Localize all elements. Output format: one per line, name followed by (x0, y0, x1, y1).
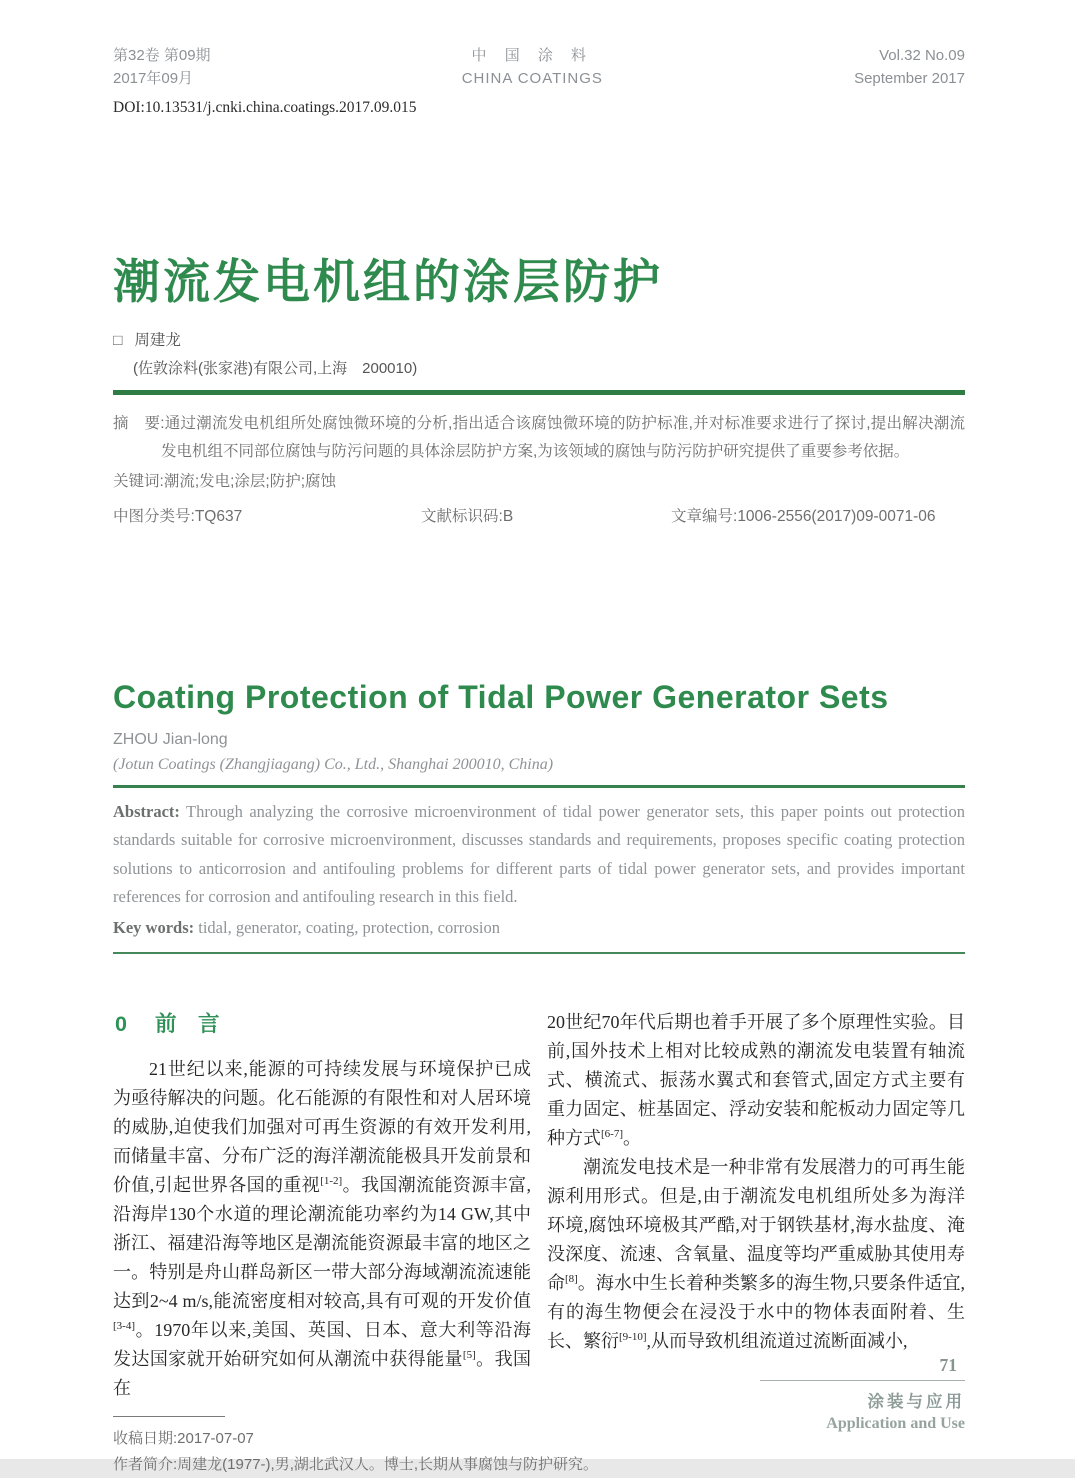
abstract-label-en: Abstract: (113, 801, 180, 821)
separator-bar-green (113, 390, 965, 395)
body-paragraph: 20世纪70年代后期也着手开展了多个原理性实验。目前,国外技术上相对比较成熟的潮流发电装置有轴流式、横流式、振荡水翼式和套管式,固定方式主要有重力固定、桩基固定、浮动安装和舵板动力固定等几种方式[6-7]。 (547, 1012, 965, 1148)
page-footer (760, 1355, 965, 1433)
separator-line-green-bottom (113, 952, 965, 954)
author-name-en: ZHOU Jian-long (113, 730, 228, 748)
page-number: 71 (939, 1355, 957, 1375)
body-paragraph: 21世纪以来,能源的可持续发展与环境保护已成为亟待解决的问题。化石能源的有限性和对人居环境的威胁,迫使我们加强对可再生资源的有效开发利用,而储量丰富、分布广泛的海洋潮流能极具开发前景和价值,引起世界各国的重视[1-2]。我国潮流能资源丰富,沿海岸130个水道的理论潮流能功率约为14 GW,其中浙江、福建沿海等地区是潮流能资源最丰富的地区之一。特别是舟山群岛新区一带大部分海域潮流流速能达到2~4 m/s,能流密度相对较高,具有可观的开发价值[3-4]。1970年以来,美国、英国、日本、意大利等沿海发达国家就开始研究如何从潮流中获得能量[5]。我国在 (113, 1059, 532, 1398)
abstract-text-cn: 通过潮流发电机组所处腐蚀微环境的分析,指出适合该腐蚀微环境的防护标准,并对标准要求进行了探讨,提出解决潮流发电机组不同部位腐蚀与防污问题的具体涂层防护方案,为该领域的腐蚀与防污防护研究提供了重要参考依据。 (161, 415, 965, 460)
body-columns (113, 1008, 965, 1403)
article-title-en: Coating Protection of Tidal Power Generator Sets (113, 678, 889, 715)
keywords-en: tidal, generator, coating, protection, corrosion (194, 917, 500, 937)
volume-issue-cn: 第32卷 第09期 (113, 47, 211, 64)
abstract-en-block (113, 798, 965, 943)
footer-column-name-en: Application and Use (826, 1415, 965, 1432)
clc-number: 中图分类号:TQ637 (113, 507, 243, 525)
author-row (113, 328, 965, 350)
classification-row (113, 503, 965, 529)
separator-line-green-top (113, 785, 965, 788)
right-column (547, 1008, 965, 1403)
keywords-en-row (113, 914, 965, 943)
abstract-cn-block (113, 410, 965, 529)
keywords-cn: 潮流;发电;涂层;防护;腐蚀 (163, 473, 337, 490)
abstract-cn (113, 410, 965, 465)
section-number: 0 (115, 1012, 127, 1036)
author-name-cn: 周建龙 (134, 332, 181, 349)
document-code: 文献标识码:B (421, 507, 514, 525)
article-id: 文章编号:1006-2556(2017)09-0071-06 (671, 507, 936, 525)
keywords-label-cn: 关键词: (113, 473, 164, 490)
abstract-text-en: Through analyzing the corrosive microenvironment of tidal power generator sets, this paper points out protection standards suitable for corrosive microenvironment, discusses standards and requirements, proposes specific coating protection solutions to anticorrosion and antifouling problems for different parts of tidal power generator sets, and provides important references for corrosion and antifouling research in this field. (113, 801, 965, 906)
left-column (113, 1008, 531, 1403)
journal-header-left (113, 44, 211, 90)
date-en: September 2017 (854, 70, 965, 87)
doi-line: DOI:10.13531/j.cnki.china.coatings.2017.09.015 (113, 99, 417, 116)
section-heading (115, 1010, 531, 1039)
keywords-cn-row (113, 468, 965, 496)
journal-header-center (462, 44, 603, 90)
article-title-cn: 潮流发电机组的涂层防护 (113, 255, 663, 308)
journal-name-en: CHINA COATINGS (461, 70, 603, 87)
affiliation-cn: (佐敦涂料(张家港)有限公司,上海 200010) (133, 360, 418, 377)
body-paragraph: 潮流发电技术是一种非常有发展潜力的可再生能源利用形式。但是,由于潮流发电机组所处多为海洋环境,腐蚀环境极其严酷,对于钢铁基材,海水盐度、淹没深度、流速、含氧量、温度等均严重威胁其使用寿命[8]。海水中生长着种类繁多的海生物,只要条件适宜,有的海生物便会在浸没于水中的物体表面附着、生长、繁衍[9-10],从而导致机组流道过流断面减小, (547, 1157, 966, 1351)
abstract-label-cn: 摘 要: (113, 415, 165, 432)
volume-issue-en: Vol.32 No.09 (879, 47, 965, 64)
keywords-label-en: Key words: (113, 917, 195, 937)
footnote-divider (113, 1416, 225, 1417)
affiliation-en: (Jotun Coatings (Zhangjiagang) Co., Ltd., Shanghai 200010, China) (113, 755, 554, 773)
footer-rule (760, 1380, 965, 1381)
journal-name-cn: 中 国 涂 料 (471, 47, 594, 64)
author-square-icon: □ (113, 332, 123, 349)
section-title: 前 言 (154, 1012, 220, 1036)
date-cn: 2017年09月 (113, 70, 194, 87)
abstract-en (113, 798, 965, 912)
journal-header-right (854, 44, 965, 90)
footer-column-name-cn: 涂装与应用 (867, 1393, 965, 1411)
received-date-line: 收稿日期:2017-07-07 (113, 1430, 254, 1447)
journal-header (113, 44, 965, 90)
author-bio-line: 作者简介:周建龙(1977-),男,湖北武汉人。博士,长期从事腐蚀与防护研究。 (113, 1456, 599, 1473)
